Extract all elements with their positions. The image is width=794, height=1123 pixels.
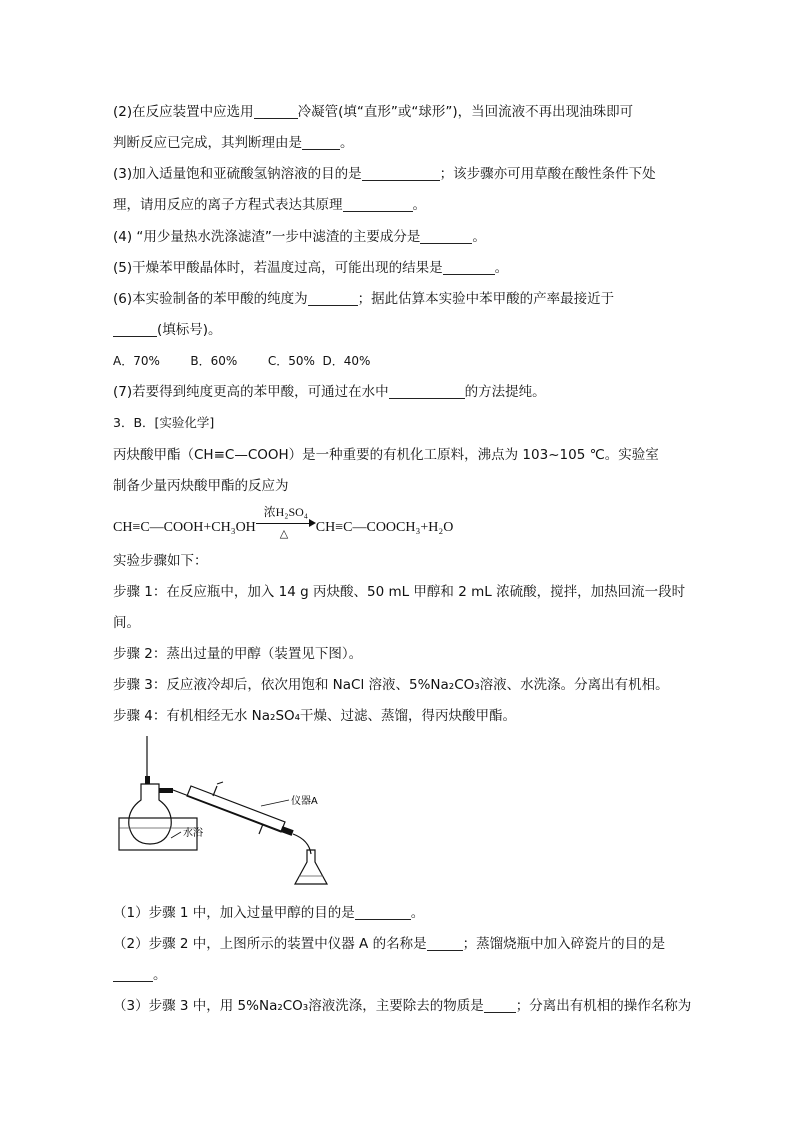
q3-text-a: （3）步骤 3 中，用 5%Na₂CO₃溶液洗涤，主要除去的物质是 [113, 998, 484, 1014]
side-arm-connector [159, 788, 173, 793]
equation-products: CH≡C—COOCH₃+H₂O [315, 520, 454, 535]
q2-5-text-a: (5)干燥苯甲酸晶体时，若温度过高，可能出现的结果是 [113, 260, 443, 276]
instrument-a-label: 仪器A [291, 796, 318, 807]
reaction-arrow [256, 505, 316, 540]
answer-blank[interactable] [343, 197, 413, 212]
q2-3-text-c: 理，请用反应的离子方程式表达其原理 [113, 197, 343, 213]
q2-2-text-d: 。 [340, 135, 354, 151]
q2-line1 [113, 935, 665, 953]
step4-line: 步骤 4：有机相经无水 Na₂SO₄干燥、过滤、蒸馏，得丙炔酸甲酯。 [113, 708, 517, 724]
catalyst-label: 浓H₂SO₄ [263, 505, 308, 519]
q2-text-b: ；蒸馏烧瓶中加入碎瓷片的目的是 [462, 936, 666, 952]
q2-6-line2 [113, 321, 222, 339]
q2-text-c: 。 [153, 967, 167, 983]
q2-6-text-c: (填标号)。 [157, 322, 222, 338]
q2-line2 [113, 966, 167, 984]
q1-text-a: （1）步骤 1 中，加入过量甲醇的目的是 [113, 905, 355, 921]
intro-line2: 制备少量丙炔酸甲酯的反应为 [113, 478, 289, 494]
answer-blank[interactable] [443, 260, 495, 275]
q1-line [113, 904, 424, 922]
distillation-apparatus-figure [113, 736, 343, 896]
condenser-jacket [187, 786, 285, 832]
q2-4-line [113, 228, 486, 246]
q2-6-line1 [113, 290, 614, 308]
q2-5-line [113, 259, 508, 277]
answer-blank[interactable] [420, 229, 472, 244]
q2-7-text-b: 的方法提纯。 [464, 384, 546, 400]
q2-6-text-b: ；据此估算本实验中苯甲酸的产率最接近于 [357, 291, 615, 307]
reaction-equation [113, 505, 454, 540]
q2-2-text-c: 判断反应已完成，其判断理由是 [113, 135, 302, 151]
q2-2-line2 [113, 134, 354, 152]
q2-2-text-a: (2)在反应装置中应选用 [113, 104, 254, 120]
q2-3-line2 [113, 196, 426, 214]
q2-2-text-b: 冷凝管(填“直形”或“球形”)，当回流液不再出现油珠即可 [297, 104, 634, 120]
q2-6-text-a: (6)本实验制备的苯甲酸的纯度为 [113, 291, 308, 307]
step1-line2: 间。 [113, 615, 140, 631]
receiver-adapter [293, 834, 311, 854]
q2-6-options: A．70% B．60% C．50% D．40% [113, 354, 371, 368]
label-leader-line [261, 800, 289, 806]
thermometer-stopper [145, 776, 150, 784]
heat-symbol: △ [279, 528, 289, 540]
steps-heading: 实验步骤如下： [113, 553, 208, 569]
step1-line1: 步骤 1：在反应瓶中，加入 14 g 丙炔酸、50 mL 甲醇和 2 mL 浓硫酸，搅拌，加热回流一段时 [113, 584, 686, 600]
section-heading: 3．B．[实验化学] [113, 415, 215, 430]
q1-text-b: 。 [410, 905, 425, 921]
answer-blank[interactable] [302, 135, 340, 150]
step3-line: 步骤 3：反应液冷却后，依次用饱和 NaCl 溶液、5%Na₂CO₃溶液、水洗涤。分离出有机相。 [113, 677, 669, 693]
answer-blank[interactable] [427, 936, 463, 951]
intro-line1: 丙炔酸甲酯（CH≡C—COOH）是一种重要的有机化工原料，沸点为 103~105 ℃。实验室 [113, 447, 659, 463]
q2-4-text-a: (4) “用少量热水洗涤滤渣”一步中滤渣的主要成分是 [113, 229, 421, 245]
water-bath-label: 水浴 [183, 828, 203, 839]
q2-2-line1 [113, 103, 633, 121]
q3-text-b: ；分离出有机相的操作名称为 [515, 998, 692, 1014]
answer-blank[interactable] [484, 998, 516, 1013]
q3-line [113, 997, 691, 1015]
q2-3-text-b: ；该步骤亦可用草酸在酸性条件下处 [439, 166, 656, 182]
q2-4-text-b: 。 [472, 229, 486, 245]
answer-blank[interactable] [362, 166, 440, 181]
erlenmeyer-flask [295, 850, 327, 884]
q2-3-text-d: 。 [412, 197, 426, 213]
answer-blank[interactable] [355, 905, 411, 920]
step2-line: 步骤 2：蒸出过量的甲醇（装置见下图）。 [113, 646, 363, 662]
answer-blank[interactable] [389, 384, 465, 399]
q2-3-line1 [113, 165, 656, 183]
answer-blank[interactable] [113, 322, 157, 337]
q2-3-text-a: (3)加入适量饱和亚硫酸氢钠溶液的目的是 [113, 166, 362, 182]
answer-blank[interactable] [308, 291, 358, 306]
q2-5-text-b: 。 [494, 260, 509, 276]
answer-blank[interactable] [113, 967, 153, 982]
answer-blank[interactable] [254, 104, 298, 119]
q2-7-line [113, 383, 546, 401]
adapter-joint [280, 826, 293, 836]
q2-text-a: （2）步骤 2 中，上图所示的装置中仪器 A 的名称是 [113, 936, 427, 952]
q2-7-text-a: (7)若要得到纯度更高的苯甲酸，可通过在水中 [113, 384, 389, 400]
equation-reactants: CH≡C—COOH+CH₃OH [113, 520, 256, 535]
